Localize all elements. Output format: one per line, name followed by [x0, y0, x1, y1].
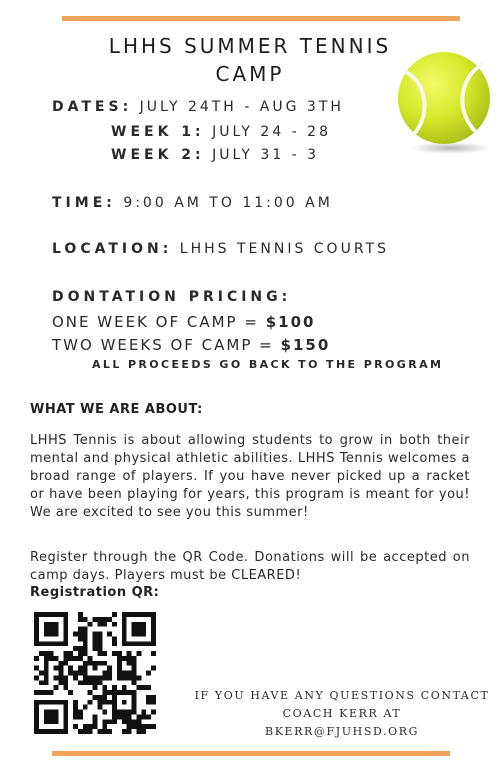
week2-line	[111, 147, 319, 163]
contact-line-2: COACH KERR AT	[282, 707, 402, 720]
one-week-price-line	[52, 313, 315, 331]
pricing-label: DONTATION PRICING:	[52, 289, 292, 305]
dates-value: JULY 24TH - AUG 3TH	[139, 99, 344, 115]
tennis-ball-icon	[392, 50, 498, 156]
proceeds-note: ALL PROCEEDS GO BACK TO THE PROGRAM	[92, 358, 444, 371]
one-week-price: $100	[265, 313, 316, 331]
flyer-title	[90, 32, 410, 88]
contact-info	[186, 687, 498, 741]
title-line-1: LHHS SUMMER TENNIS	[108, 34, 392, 58]
about-heading: WHAT WE ARE ABOUT:	[30, 402, 203, 417]
week1-line	[111, 124, 331, 140]
location-line	[52, 241, 389, 257]
time-value: 9:00 AM TO 11:00 AM	[123, 195, 333, 211]
dates-label: DATES:	[52, 99, 133, 115]
location-value: LHHS TENNIS COURTS	[179, 241, 389, 257]
title-line-2: CAMP	[215, 62, 285, 86]
about-paragraph-2: Register through the QR Code. Donations will be accepted on camp days. Players must be CLEARED!	[30, 550, 470, 583]
pricing-heading	[52, 289, 291, 305]
registration-qr-code[interactable]	[34, 612, 156, 734]
week1-label: WEEK 1:	[111, 124, 205, 140]
location-label: LOCATION:	[52, 241, 173, 257]
top-accent-bar	[62, 16, 460, 21]
one-week-text: ONE WEEK OF CAMP =	[52, 313, 266, 331]
contact-email[interactable]: BKERR@FJUHSD.ORG	[265, 725, 419, 738]
two-weeks-text: TWO WEEKS OF CAMP =	[52, 336, 281, 354]
two-weeks-price: $150	[280, 336, 331, 354]
about-paragraph-1: LHHS Tennis is about allowing students to grow in both their mental and physical athletic abilities. LHHS Tennis welcomes a broad range of players. If you have never picked up a racket or have been playing for years, this program is meant for you! We are excited to see you this summer!	[30, 433, 470, 520]
contact-line-1: IF YOU HAVE ANY QUESTIONS CONTACT	[194, 689, 490, 702]
week2-label: WEEK 2:	[111, 147, 205, 163]
registration-label: Registration QR:	[30, 585, 160, 600]
bottom-accent-bar	[52, 751, 450, 756]
dates-line	[52, 99, 344, 115]
time-label: TIME:	[52, 195, 116, 211]
time-line	[52, 195, 333, 211]
week1-value: JULY 24 - 28	[212, 124, 331, 140]
week2-value: JULY 31 - 3	[212, 147, 320, 163]
two-weeks-price-line	[52, 336, 330, 354]
